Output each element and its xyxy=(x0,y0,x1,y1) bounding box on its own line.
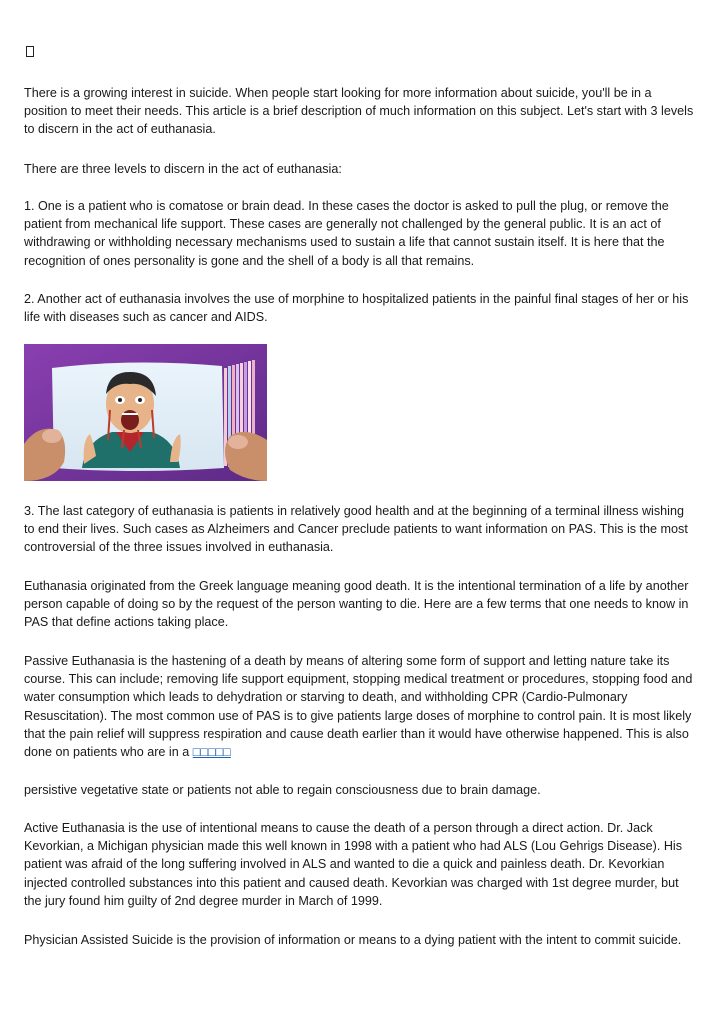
paragraph-level-1: 1. One is a patient who is comatose or brain dead. In these cases the doctor is asked to pull the plug, or remove the patient from mechanical life support. These cases are generally not challenged by the general public. It is an act of withdrawing or withholding necessary mechanisms used to sustain a life that cannot sustain itself. It is here that the recognition of ones personality is gone and the shell of a body is all that remains. xyxy=(24,199,669,268)
article-image xyxy=(24,344,267,481)
paragraph-level-3: 3. The last category of euthanasia is patients in relatively good health and at the beginning of a terminal illness wishing to end their lives. Such cases as Alzheimers and Cancer preclude patients to want information on PAS. This is the most controversial of the three issues involved in euthanasia. xyxy=(24,504,688,555)
paragraph-level-2: 2. Another act of euthanasia involves the use of morphine to hospitalized patients in the painful final stages of her or his life with diseases such as cancer and AIDS. xyxy=(24,292,689,325)
missing-glyph-icon xyxy=(26,46,34,57)
passive-text: Passive Euthanasia is the hastening of a death by means of altering some form of support and letting nature take its course. This can include; removing life support equipment, stopping medical treatment or procedures, stopping food and water consumption which leads to dehydration or starving to death, and withholding CPR (Cardio-Pulmonary Resuscitation). The most common use of PAS is to give patients large doses of morphine to control pain. It is most likely that the pain relief will suppress respiration and cause death earlier than it would have otherwise happened. This is also done on patients who are in a xyxy=(24,654,693,760)
paragraph-pas: Physician Assisted Suicide is the provision of information or means to a dying patient with the intent to commit suicide. xyxy=(24,933,682,947)
paragraph-passive xyxy=(24,652,696,761)
paragraph-active: Active Euthanasia is the use of intentional means to cause the death of a person through a direct action. Dr. Jack Kevorkian, a Michigan physician made this well known in 1998 with a patient who had ALS (Lou Gehrigs Disease). His patient was afraid of the long suffering involved in ALS and wanted to die a quick and painless death. Dr. Kevorkian injected controlled substances into this patient and caused death. Kevorkian was charged with 1st degree murder, but the jury found him guilty of 2nd degree murder in March of 1999. xyxy=(24,821,683,908)
paragraph-origin: Euthanasia originated from the Greek language meaning good death. It is the intentional termination of a life by another person capable of doing so by the request of the person wanting to die. Here are a few terms that one needs to know in PAS that define actions taking place. xyxy=(24,579,689,630)
paragraph-vegetative: persistive vegetative state or patients not able to regain consciousness due to brain damage. xyxy=(24,783,541,797)
paragraph-intro: There is a growing interest in suicide. When people start looking for more information about suicide, you'll be in a position to meet their needs. This article is a brief description of much information on this subject. Let's start with 3 levels to discern in the act of euthanasia. xyxy=(24,86,694,137)
flipbook-illustration xyxy=(24,344,267,481)
inline-link[interactable]: □□□□□ xyxy=(192,745,231,760)
paragraph-levels-heading: There are three levels to discern in the act of euthanasia: xyxy=(24,162,342,176)
